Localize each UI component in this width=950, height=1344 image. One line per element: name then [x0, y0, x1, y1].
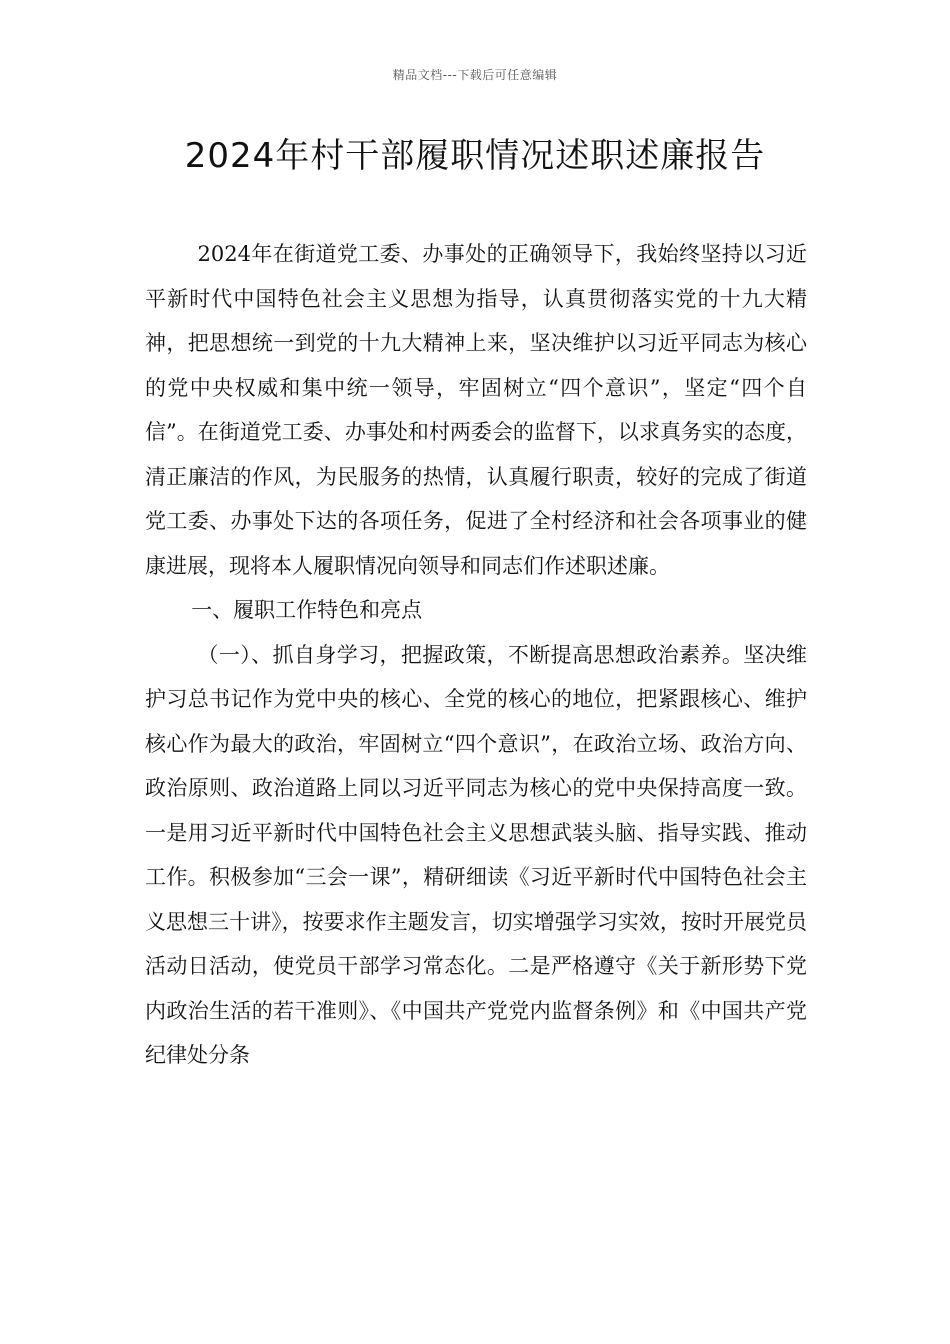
paragraph-study: （一）、抓自身学习，把握政策，不断提高思想政治素养。坚决维护习总书记作为党中央的核心、全党的核心的地位，把紧跟核心、维护核心作为最大的政治，牢固树立“四个意识”，在政治立场、政治方向、政治原则、政治道路上同以习近平同志为核心的党中央保持高度一致。一是用习近平新时代中国特色社会主义思想武装头脑、指导实践、推动工作。积极参加“三会一课”，精研细读《习近平新时代中国特色社会主义思想三十讲》，按要求作主题发言，切实增强学习实效，按时开展党员活动日活动，使党员干部学习常态化。二是严格遵守《关于新形势下党内政治生活的若干准则》、《中国共产党党内监督条例》和《中国共产党纪律处分条	[145, 642, 807, 1067]
document-body	[145, 232, 807, 1078]
header-note: 精品文档---下载后可任意编辑	[392, 68, 558, 82]
document-title: 2024年村干部履职情况述职述廉报告	[184, 136, 766, 176]
paragraph-intro: 2024年在街道党工委、办事处的正确领导下，我始终坚持以习近平新时代中国特色社会主义思想为指导，认真贯彻落实党的十九大精神，把思想统一到党的十九大精神上来，坚决维护以习近平同志为核心的党中央权威和集中统一领导，牢固树立“四个意识”，坚定“四个自信”。在街道党工委、办事处和村两委会的监督下，以求真务实的态度，清正廉洁的作风，为民服务的热情，认真履行职责，较好的完成了街道党工委、办事处下达的各项任务，促进了全村经济和社会各项事业的健康进展，现将本人履职情况向领导和同志们作述职述廉。	[145, 242, 807, 578]
section-heading: 一、履职工作特色和亮点	[191, 598, 423, 622]
